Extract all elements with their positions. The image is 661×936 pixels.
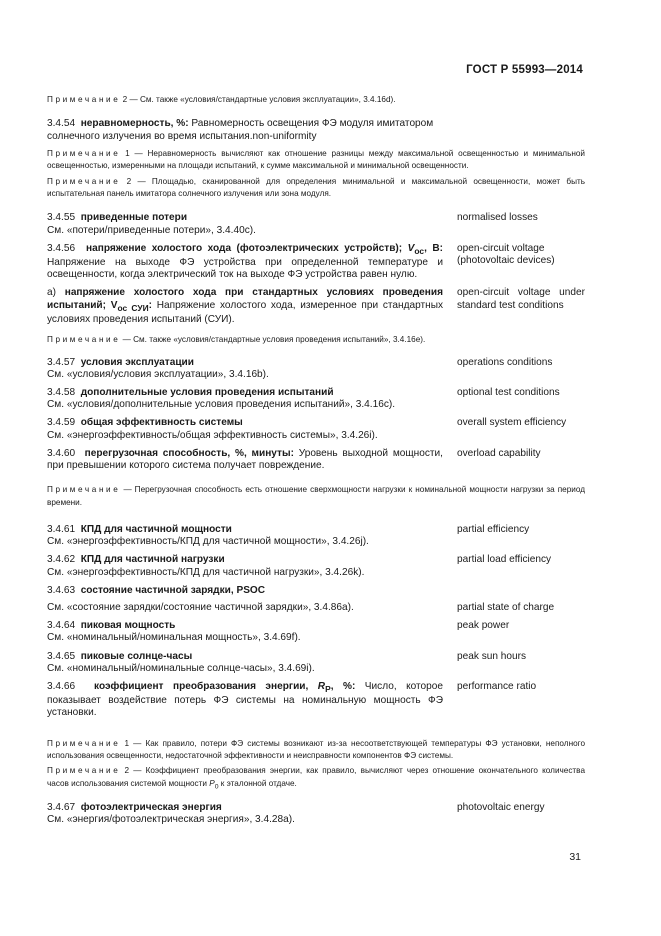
entry-3-4-55	[47, 212, 585, 236]
entry-number: 3.4.57	[47, 356, 76, 368]
entry-term: КПД для частичной нагрузки	[80, 554, 225, 566]
entry-term: неравномерность, %:	[80, 118, 189, 130]
entry-english-term: overall system efficiency	[457, 417, 567, 429]
note	[47, 738, 585, 763]
note-text: 2 — См. также «условия/стандартные условия эксплуатации», 3.4.16d).	[120, 95, 396, 104]
entry-see-also: См. «энергоэффективность/общая эффективность системы», 3.4.26i).	[47, 429, 378, 441]
note-text: 1 — Неравномерность вычисляют как отношение разницы между максимальной освещенностью и минимальной освещенностью, измеренными на площади испытаний, к сумме максимальной и минимальной освещенности.	[47, 148, 585, 171]
entry-number: 3.4.59	[47, 417, 76, 429]
entry-prefix: а)	[47, 287, 65, 299]
entry-term: общая эффективность системы	[80, 417, 243, 429]
note	[47, 176, 585, 201]
entry-definition: Равномерность освещения ФЭ модуля имитатором солнечного излучения во время испытания.non-uniformity	[47, 118, 434, 142]
entry-definition: Число, которое показывает воздействие потерь ФЭ системы на номинальную мощность ФЭ установки.	[47, 680, 443, 719]
entry-number: 3.4.56	[47, 242, 76, 254]
entry-3-4-67	[47, 802, 585, 826]
entry-number: 3.4.62	[47, 554, 76, 566]
entry-symbol: V	[407, 242, 415, 254]
note-text-end: к эталонной отдаче.	[218, 778, 297, 788]
entry-number: 3.4.63	[47, 584, 76, 596]
entry-term: условия эксплуатации	[80, 356, 194, 368]
entry-see-also: См. «условия/условия эксплуатации», 3.4.16b).	[47, 368, 269, 380]
entry-see-also: См. «номинальный/номинальная мощность», 3.4.69f).	[47, 632, 301, 644]
entry-definition: Напряжение на выходе ФЭ устройства при определенной температуре и освещенности, когда электрический ток на выходе ФЭ устройства равен нулю.	[47, 257, 443, 281]
entry-english-term: overload capability	[457, 447, 541, 459]
entry-number: 3.4.67	[47, 801, 76, 813]
page-number: 31	[569, 851, 581, 863]
note-label: Примечание	[47, 738, 121, 748]
entry-term: пиковая мощность	[80, 620, 176, 632]
entry-symbol-subscript: ос	[414, 245, 425, 256]
entry-english-term: open-circuit voltage under standard test conditions	[457, 287, 585, 311]
page-content	[47, 94, 585, 826]
entry-3-4-63-see	[47, 602, 585, 614]
entry-term: перегрузочная способность, %, минуты:	[84, 447, 294, 459]
note-text: 2 — Коэффициент преобразования энергии, как правило, вычисляют через отношение окончательного количества часов использования системой мощности	[47, 766, 585, 788]
entry-3-4-61	[47, 524, 585, 548]
note-text: — См. также «условия/стандартные условия проведения испытаний», 3.4.16е).	[120, 335, 426, 345]
entry-term: КПД для частичной мощности	[80, 523, 232, 535]
entry-number: 3.4.58	[47, 386, 76, 398]
standard-header: ГОСТ Р 55993—2014	[466, 64, 583, 76]
entry-english-term: partial state of charge	[457, 601, 555, 613]
entry-3-4-62	[47, 554, 585, 578]
entry-unit: , %:	[330, 680, 356, 692]
entry-english-term: normalised losses	[457, 212, 538, 224]
entry-english-term: partial load efficiency	[457, 554, 552, 566]
entry-number: 3.4.65	[47, 650, 76, 662]
entry-definition: Напряжение холостого хода, измеренное при стандартных условиях проведения испытаний (СУИ).	[47, 299, 443, 325]
entry-3-4-60	[47, 448, 585, 472]
entry-term: фотоэлектрическая энергия	[80, 801, 222, 813]
entry-see-also: См. «номинальный/номинальные солнце-часы», 3.4.69i).	[47, 662, 315, 674]
entry-english-term: peak power	[457, 620, 510, 632]
entry-3-4-56-a	[47, 287, 585, 326]
note	[47, 765, 585, 793]
note	[47, 334, 585, 346]
entry-number: 3.4.64	[47, 620, 76, 632]
entry-term: напряжение холостого хода при стандартных условиях проведения испытаний;	[47, 287, 443, 311]
entry-english-term: open-circuit voltage (photovoltaic devices)	[457, 242, 555, 267]
note-label: Примечание	[47, 485, 121, 495]
entry-symbol: R	[317, 680, 326, 692]
entry-english-term: operations conditions	[457, 356, 553, 368]
entry-symbol-subscript: P	[325, 683, 331, 694]
entry-see-also: См. «состояние зарядки/состояние частичной зарядки», 3.4.86а).	[47, 601, 354, 613]
entry-see-also: См. «потери/приведенные потери», 3.4.40с).	[47, 224, 256, 236]
entry-number: 3.4.61	[47, 523, 76, 535]
note-symbol: P	[209, 778, 215, 788]
note-text: — Перегрузочная способность есть отношение сверхмощности нагрузки к номинальной мощности нагрузки за период времени.	[47, 485, 585, 507]
note-label: Примечание	[47, 176, 121, 186]
entry-english-term: photovoltaic energy	[457, 801, 545, 813]
entry-3-4-65	[47, 651, 585, 675]
entry-see-also: См. «энергоэффективность/КПД для частичной мощности», 3.4.26j).	[47, 536, 369, 548]
entry-term: дополнительные условия проведения испытаний	[80, 386, 334, 398]
entry-see-also: См. «условия/дополнительные условия проведения испытаний», 3.4.16с).	[47, 399, 396, 411]
entry-symbol-subscript: ос СУИ	[117, 302, 149, 313]
entry-term: напряжение холостого хода (фотоэлектрических устройств);	[86, 242, 403, 254]
note	[47, 94, 585, 106]
entry-unit: , В:	[424, 242, 443, 254]
note	[47, 148, 585, 173]
entry-term: состояние частичной зарядки, PSOC	[80, 584, 266, 596]
entry-3-4-56	[47, 243, 585, 282]
note-text: 2 — Площадью, сканированной для определения минимальной и максимальной освещенности, может быть испытательная панель имитатора солнечного излучения или зона модуля.	[47, 176, 585, 199]
entry-term: коэффициент преобразования энергии,	[94, 680, 309, 692]
entry-english-term: performance ratio	[457, 680, 537, 692]
entry-colon: :	[148, 299, 153, 311]
entry-3-4-57	[47, 357, 585, 381]
note-label: Примечание	[47, 95, 121, 104]
entry-term: приведенные потери	[80, 212, 188, 224]
entry-symbol: V	[110, 299, 118, 311]
entry-see-also: См. «энергия/фотоэлектрическая энергия», 3.4.28а).	[47, 814, 295, 826]
entry-english-term: optional test conditions	[457, 386, 560, 398]
entry-3-4-64	[47, 620, 585, 644]
note-symbol-subscript: 0	[214, 783, 219, 791]
entry-definition: Уровень выходной мощности, при превышении которого система получает повреждение.	[47, 447, 443, 471]
note-label: Примечание	[47, 148, 121, 158]
note-text: 1 — Как правило, потери ФЭ системы возникают из-за несоответствующей температуры ФЭ установки, неполного использования освещенности, недостаточной эффективности и неисправности компонентов ФЭ системы.	[47, 738, 585, 760]
entry-term: пиковые солнце-часы	[80, 650, 193, 662]
entry-english-term: peak sun hours	[457, 650, 527, 662]
note	[47, 484, 585, 509]
entry-number: 3.4.54	[47, 118, 76, 130]
entry-3-4-63	[47, 585, 443, 597]
entry-number: 3.4.60	[47, 447, 76, 459]
entry-number: 3.4.55	[47, 212, 76, 224]
entry-3-4-59	[47, 417, 585, 441]
note-label: Примечание	[47, 335, 121, 345]
entry-number: 3.4.66	[47, 680, 76, 692]
entry-see-also: См. «энергоэффективность/КПД для частичной нагрузки», 3.4.26k).	[47, 566, 365, 578]
entry-3-4-66	[47, 681, 585, 720]
entry-3-4-58	[47, 387, 585, 411]
entry-english-term: partial efficiency	[457, 523, 530, 535]
entry-3-4-54	[47, 118, 443, 142]
note-label: Примечание	[47, 766, 121, 776]
